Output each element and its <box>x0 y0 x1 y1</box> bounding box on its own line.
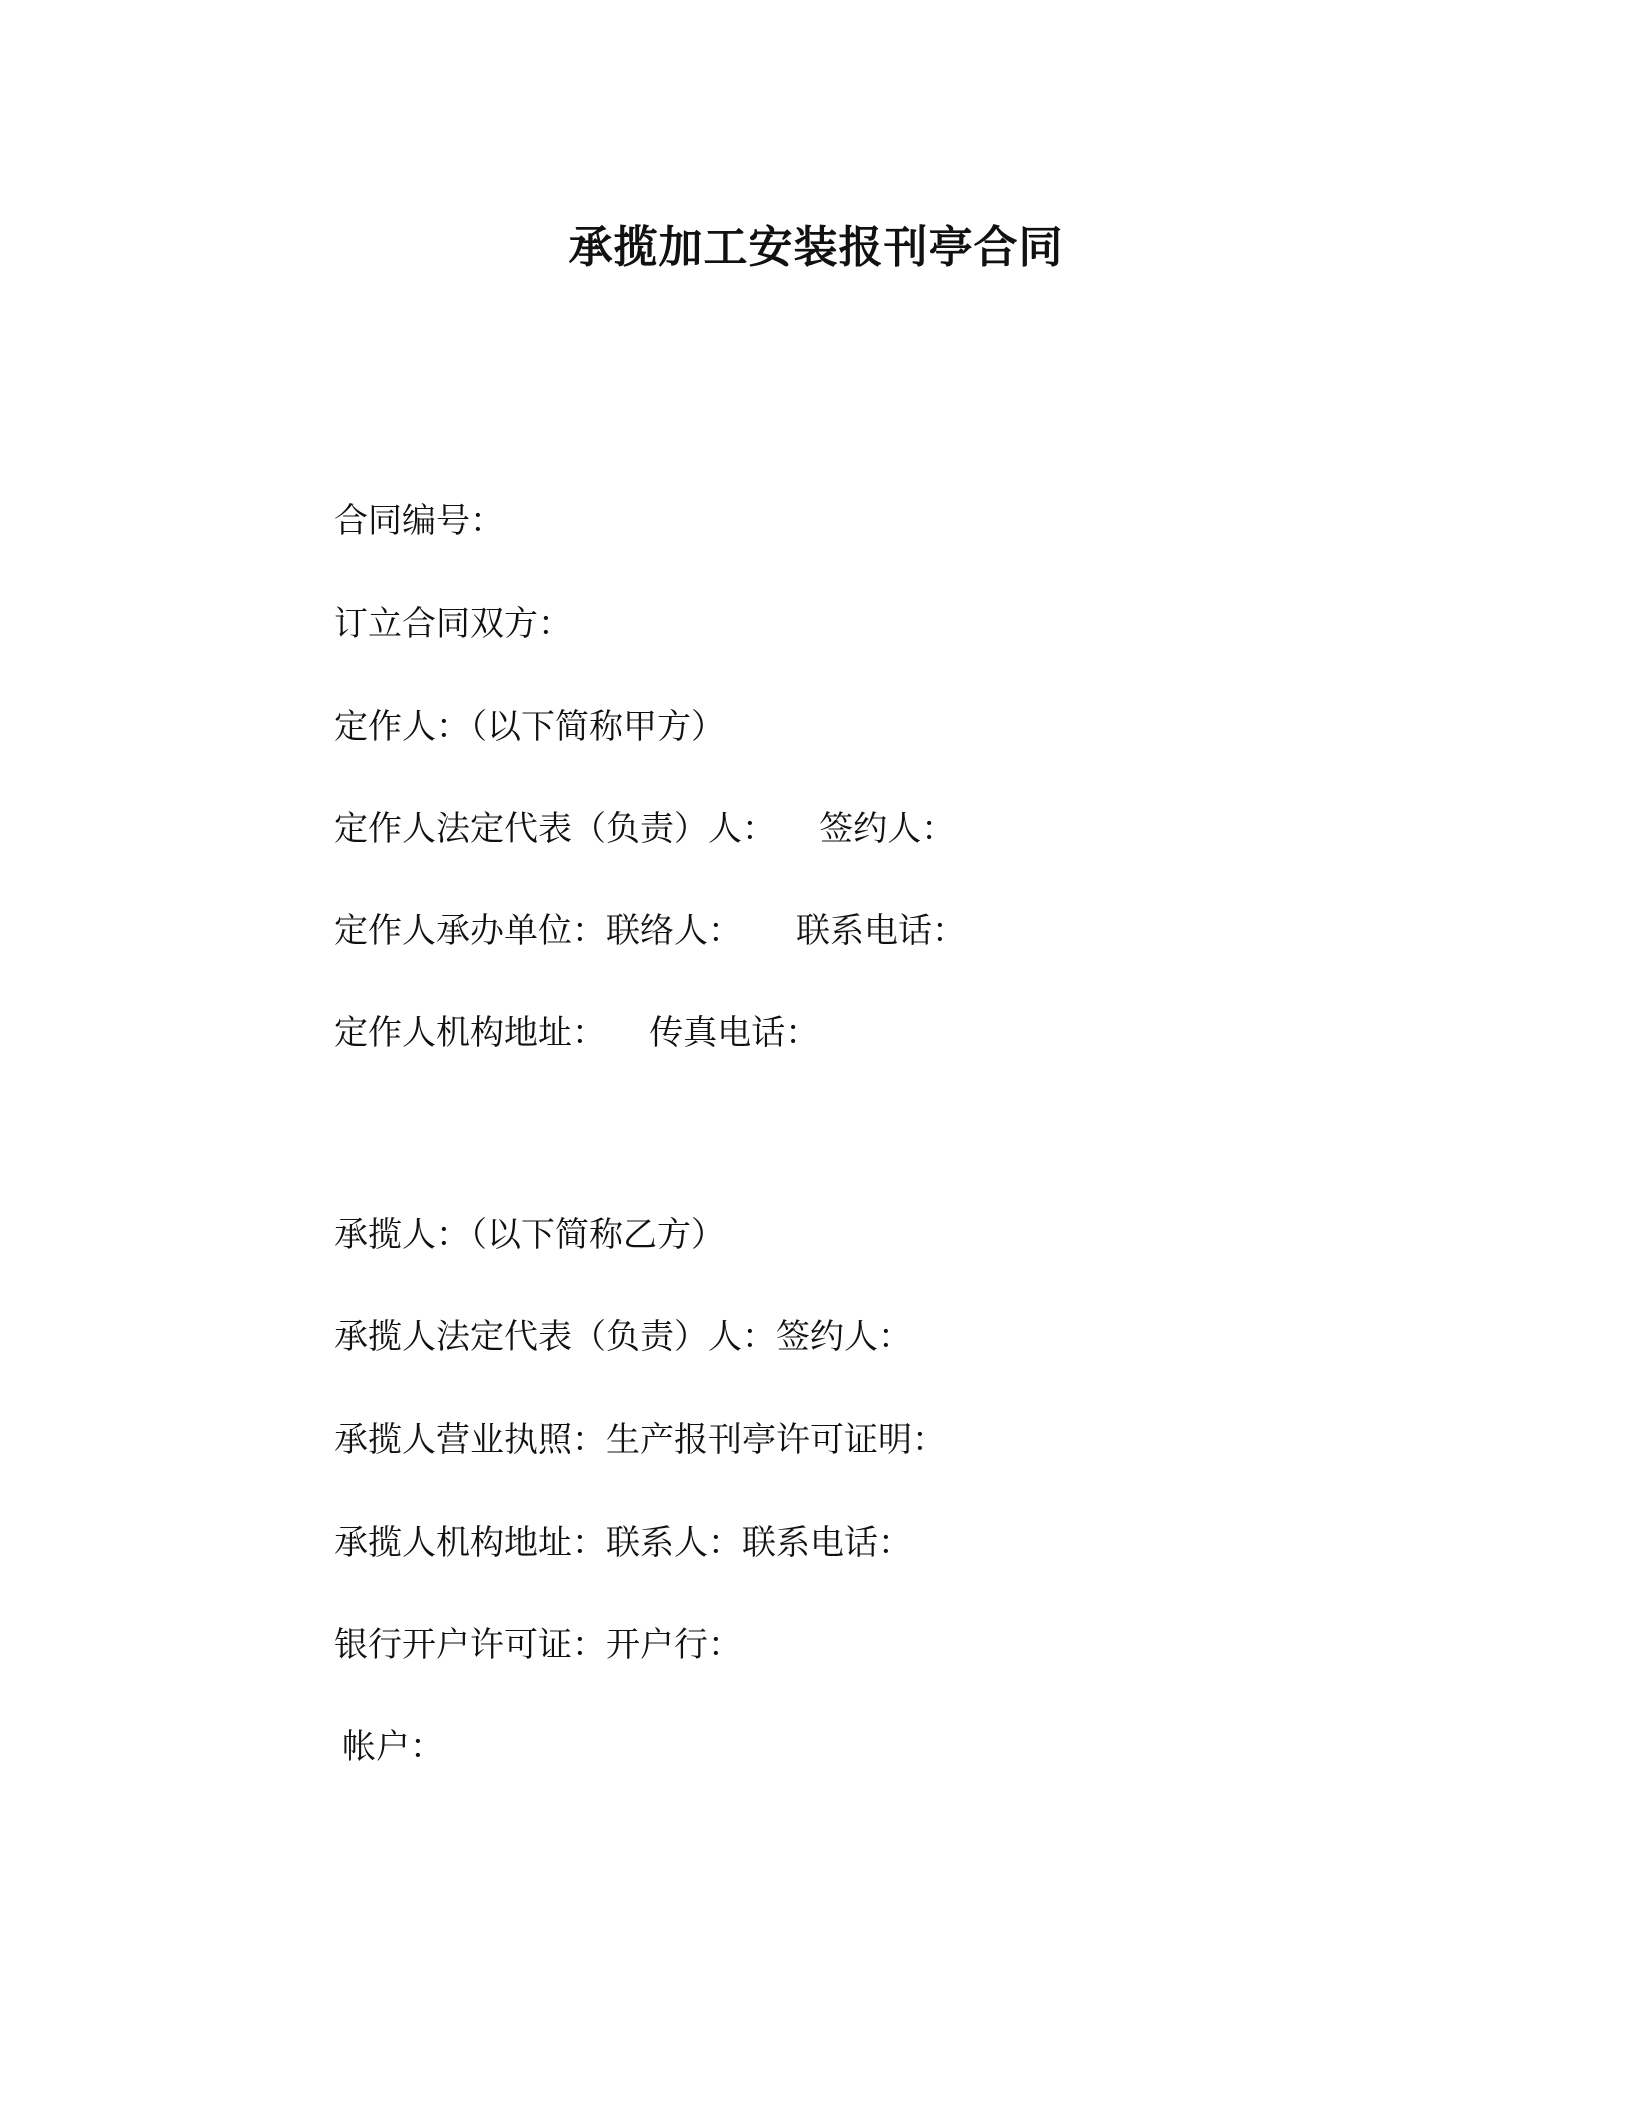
party-b-line: 承揽人：（以下简称乙方） <box>334 1215 725 1255</box>
party-a-address-line: 定作人机构地址： 传真电话： <box>334 1013 820 1053</box>
contract-number-line: 合同编号： <box>334 501 504 541</box>
party-b-representative-line: 承揽人法定代表（负责）人：签约人： <box>334 1317 912 1357</box>
party-b-address-line: 承揽人机构地址：联系人：联系电话： <box>334 1523 912 1563</box>
bank-permit-line: 银行开户许可证：开户行： <box>334 1625 742 1665</box>
contracting-parties-line: 订立合同双方： <box>334 604 572 644</box>
document-title: 承揽加工安装报刊亭合同 <box>568 222 1064 273</box>
party-b-license-line: 承揽人营业执照：生产报刊亭许可证明： <box>334 1420 946 1460</box>
party-a-contact-line: 定作人承办单位：联络人： 联系电话： <box>334 911 967 951</box>
party-a-representative-line: 定作人法定代表（负责）人： 签约人： <box>334 809 956 849</box>
party-a-line: 定作人：（以下简称甲方） <box>334 707 725 747</box>
account-line: 帐户： <box>342 1727 444 1767</box>
